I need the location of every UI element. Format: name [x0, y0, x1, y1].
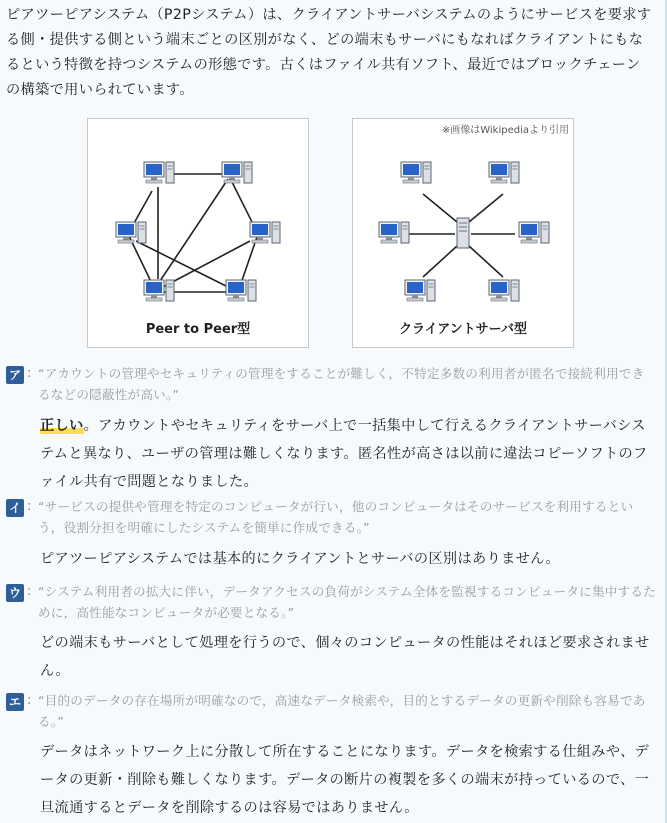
option-explanation-u: どの端末もサーバとして処理を行うので、個々のコンピュータの性能はそれほど要求されません。: [40, 635, 650, 679]
p2p-caption: Peer to Peer型: [145, 322, 251, 337]
computer-icon: [519, 222, 549, 243]
p2p-network-graphic: [88, 119, 308, 347]
option-statement-e: “目的のデータの存在場所が明確なので，高速なデータ検索や，目的とするデータの更新や削除も容易である。”: [38, 693, 646, 729]
source-note: ※画像はWikipediaより引用: [441, 125, 569, 136]
computer-icon: [226, 280, 256, 301]
computer-icon: [250, 222, 280, 243]
option-colon: :: [27, 584, 32, 599]
client-server-network-graphic: [353, 119, 573, 347]
option-explanation-e: データはネットワーク上に分散して所在することになります。データを検索する仕組みや、データの更新・削除も難しくなります。データの断片の複製を多くの端末が持っているので、一旦流通するとデータを削除するのは容易ではありません。: [40, 744, 650, 816]
option-badge-i: イ: [6, 499, 24, 517]
computer-icon: [222, 162, 252, 183]
computer-icon: [405, 280, 435, 301]
option-explanation-a: [40, 412, 656, 496]
computer-icon: [116, 222, 146, 243]
computer-icon: [144, 280, 174, 301]
option-statement-u: “システム利用者の拡大に伴い，データアクセスの負荷がシステム全体を監視するコンピュータに集中するために，高性能なコンピュータが必要となる。”: [38, 584, 656, 620]
option-explanation-i: ピアツーピアシステムでは基本的にクライアントとサーバの区別はありません。: [40, 551, 561, 567]
correct-marker: 正しい: [40, 418, 84, 434]
server-icon: [457, 218, 469, 248]
client-server-diagram: [352, 118, 574, 348]
option-statement-a: “アカウントの管理やセキュリティの管理をすることが難しく，不特定多数の利用者が匿名で接続利用できるなどの隠蔽性が高い。”: [38, 366, 645, 402]
computer-icon: [144, 162, 174, 183]
computer-icon: [401, 162, 431, 183]
option-colon: :: [27, 499, 32, 514]
client-server-caption: クライアントサーバ型: [398, 322, 528, 337]
option-badge-a: ア: [6, 366, 24, 384]
intro-paragraph: ピアツーピアシステム（P2Pシステム）は、クライアントサーバシステムのようにサービスを要求する側・提供する側という端末ごとの区別がなく、どの端末もサーバにもなればクライアントにもなるという特徴を持つシステムの形態です。古くはファイル共有ソフト、最近ではブロックチェーンの構築で用いられています。: [6, 7, 652, 98]
computer-icon: [379, 222, 409, 243]
computer-icon: [489, 280, 519, 301]
explanation-text: 。アカウントやセキュリティをサーバ上で一括集中して行えるクライアントサーバシステムと異なり、ユーザの管理は難しくなります。匿名性が高さは以前に違法コピーソフトのファイル共有で問題となりました。: [40, 418, 648, 490]
option-badge-u: ウ: [6, 584, 24, 602]
computer-icon: [489, 162, 519, 183]
option-statement-i: “サービスの提供や管理を特定のコンピュータが行い，他のコンピュータはそのサービスを利用するという，役割分担を明確にしたシステムを簡単に作成できる。”: [38, 499, 634, 535]
option-colon: :: [27, 693, 32, 708]
p2p-diagram: [87, 118, 309, 348]
option-colon: :: [27, 366, 32, 381]
option-badge-e: エ: [6, 693, 24, 711]
